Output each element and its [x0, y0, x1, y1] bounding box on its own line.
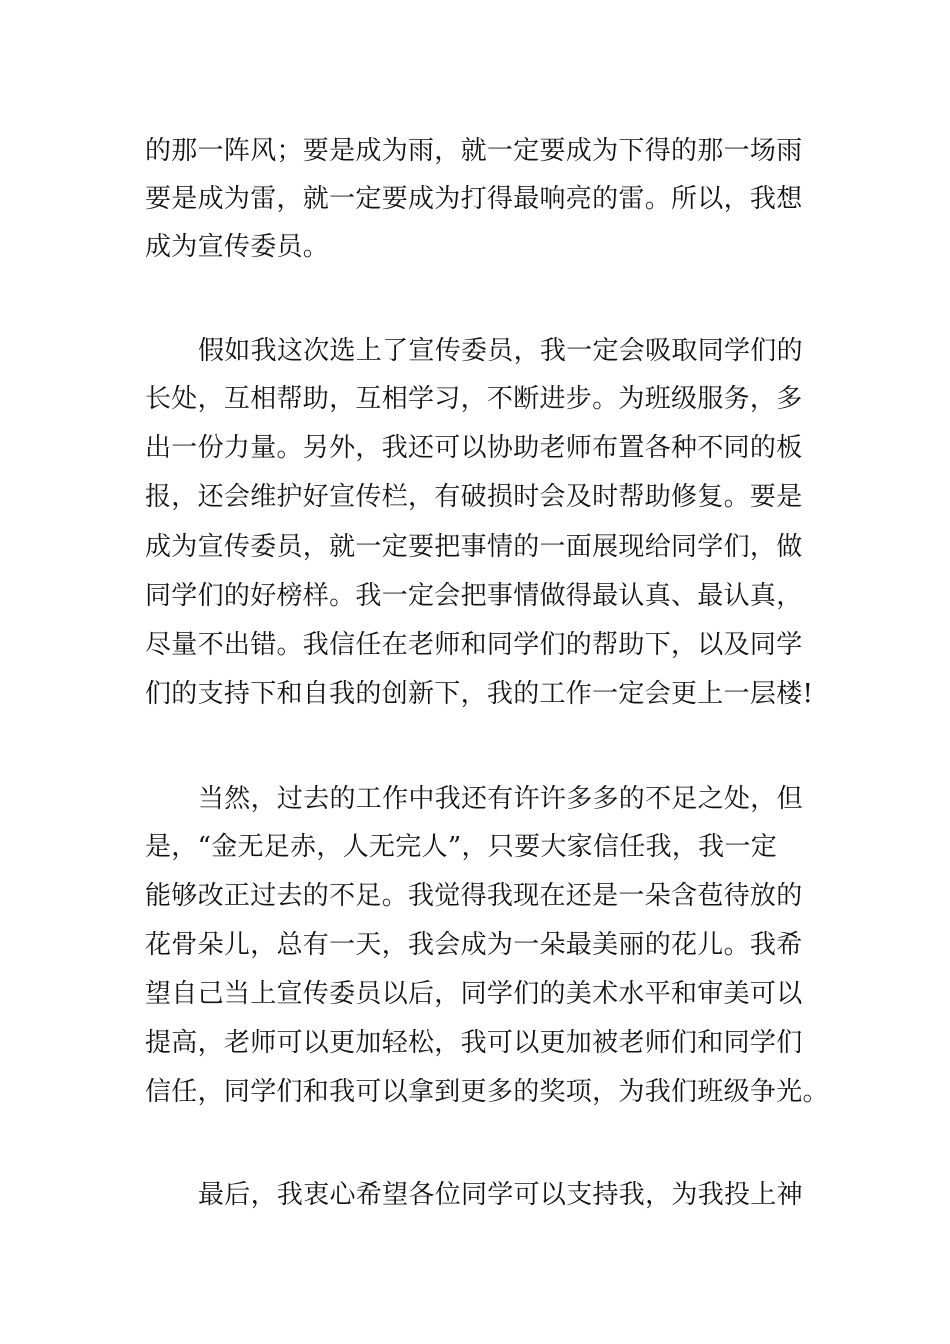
text-line: 是，“金无足赤，人无完人”，只要大家信任我，我一定	[145, 832, 778, 862]
text-line: 们的支持下和自我的创新下，我的工作一定会更上一层楼!	[145, 679, 814, 709]
text-line: 信任，同学们和我可以拿到更多的奖项，为我们班级争光。	[145, 1077, 829, 1107]
text-line: 提高，老师可以更加轻松，我可以更加被老师们和同学们	[145, 1028, 803, 1058]
text-line: 报，还会维护好宣传栏，有破损时会及时帮助修复。要是	[145, 482, 803, 512]
text-line: 的那一阵风；要是成为雨，就一定要成为下得的那一场雨	[145, 136, 803, 166]
text-line: 望自己当上宣传委员以后，同学们的美术水平和审美可以	[145, 979, 803, 1009]
text-line: 长处，互相帮助，互相学习，不断进步。为班级服务，多	[145, 384, 803, 414]
text-line: 要是成为雷，就一定要成为打得最响亮的雷。所以，我想	[145, 184, 803, 214]
text-line: 假如我这次选上了宣传委员，我一定会吸取同学们的	[198, 336, 803, 366]
text-line: 当然，过去的工作中我还有许许多多的不足之处，但	[198, 784, 803, 814]
text-line: 出一份力量。另外，我还可以协助老师布置各种不同的板	[145, 433, 803, 463]
text-line: 尽量不出错。我信任在老师和同学们的帮助下，以及同学	[145, 630, 803, 660]
text-line: 同学们的好榜样。我一定会把事情做得最认真、最认真，	[145, 581, 803, 611]
text-line: 最后，我衷心希望各位同学可以支持我，为我投上神	[198, 1180, 803, 1210]
text-line: 成为宣传委员。	[145, 232, 330, 262]
text-line: 能够改正过去的不足。我觉得我现在还是一朵含苞待放的	[145, 881, 803, 911]
text-line: 成为宣传委员，就一定要把事情的一面展现给同学们，做	[145, 532, 803, 562]
text-line: 花骨朵儿，总有一天，我会成为一朵最美丽的花儿。我希	[145, 930, 803, 960]
